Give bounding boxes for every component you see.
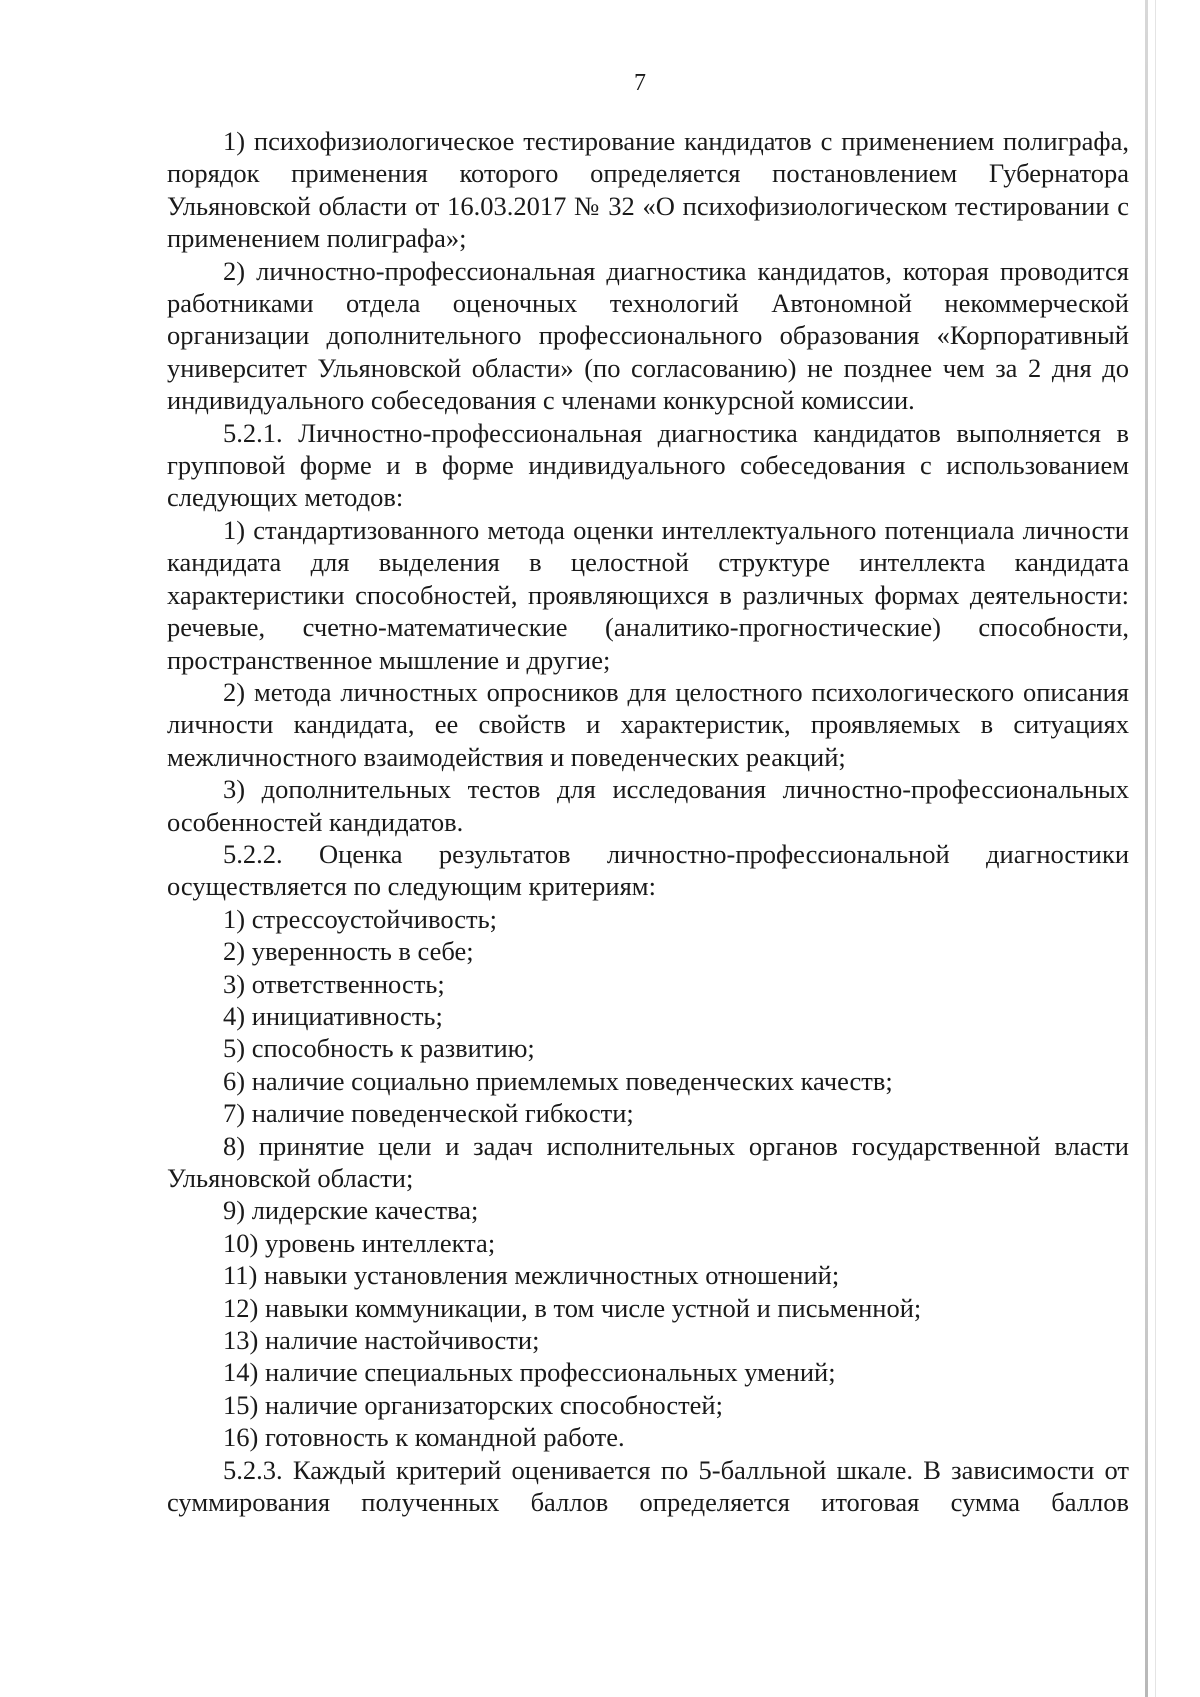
criterion-item: 2) уверенность в себе; (223, 936, 474, 967)
criterion-item: 14) наличие специальных профессиональных умений; (223, 1357, 836, 1388)
paragraph-method-questionnaires: 2) метода личностных опросников для целостного психологического описания личности кандидата, ее свойств и характеристик, проявляемых в ситуациях межличностного взаимодействия и поведенческих реакций; (167, 676, 1129, 772)
scan-edge-line-secondary (1155, 0, 1156, 1697)
paragraph-professional-diagnostics: 2) личностно-профессиональная диагностика кандидатов, которая проводится работниками отдела оценочных технологий Автономной некоммерческой организации дополнительного профессионального образования «Корпоративный университет Ульяновской области» (по согласованию) не позднее чем за 2 дня до индивидуального собеседования с членами конкурсной комиссии. (167, 255, 1129, 416)
criterion-item: 10) уровень интеллекта; (223, 1227, 496, 1258)
criterion-item: 1) стрессоустойчивость; (223, 903, 498, 934)
criterion-item: 15) наличие организаторских способностей; (223, 1389, 723, 1420)
criterion-item: 7) наличие поведенческой гибкости; (223, 1098, 634, 1129)
page-number: 7 (634, 70, 646, 96)
criterion-item: 12) навыки коммуникации, в том числе устной и письменной; (223, 1292, 922, 1323)
paragraph-method-additional-tests: 3) дополнительных тестов для исследования личностно-профессиональных особенностей кандидатов. (167, 774, 1129, 837)
criterion-item: 6) наличие социально приемлемых поведенческих качеств; (223, 1065, 893, 1096)
criterion-item: 4) инициативность; (223, 1000, 443, 1031)
scan-edge-line (1145, 0, 1148, 1697)
criterion-item: 5) способность к развитию; (223, 1033, 535, 1064)
paragraph-5-2-3: 5.2.3. Каждый критерий оценивается по 5-балльной шкале. В зависимости от суммирования полученных баллов определяется итоговая сумма баллов (167, 1454, 1129, 1518)
paragraph-method-intellect: 1) стандартизованного метода оценки интеллектуального потенциала личности кандидата для выделения в целостной структуре интеллекта кандидата характеристики способностей, проявляющихся в различных формах деятельности: речевые, счетно-математические (аналитико-прогностические) способности, пространственное мышление и другие; (167, 514, 1129, 675)
paragraph-5-2-1: 5.2.1. Личностно-профессиональная диагностика кандидатов выполняется в групповой форме и в форме индивидуального собеседования с использованием следующих методов: (167, 417, 1129, 513)
criterion-item: 16) готовность к командной работе. (223, 1422, 625, 1453)
paragraph-polygraph-testing: 1) психофизиологическое тестирование кандидатов с применением полиграфа, порядок применения которого определяется постановлением Губернатора Ульяновской области от 16.03.2017 № 32 «О психофизиологическом тестировании с применением полиграфа»; (167, 126, 1129, 254)
paragraph-5-2-2: 5.2.2. Оценка результатов личностно-профессиональной диагностики осуществляется по следующим критериям: (167, 838, 1129, 902)
criterion-item: 3) ответственность; (223, 968, 445, 999)
criterion-item: 13) наличие настойчивости; (223, 1325, 540, 1356)
criterion-item: 9) лидерские качества; (223, 1195, 479, 1226)
criterion-item-goals: 8) принятие цели и задач исполнительных органов государственной власти Ульяновской области; (167, 1130, 1129, 1193)
criterion-item: 11) навыки установления межличностных отношений; (223, 1260, 840, 1291)
document-body (167, 125, 1129, 1518)
